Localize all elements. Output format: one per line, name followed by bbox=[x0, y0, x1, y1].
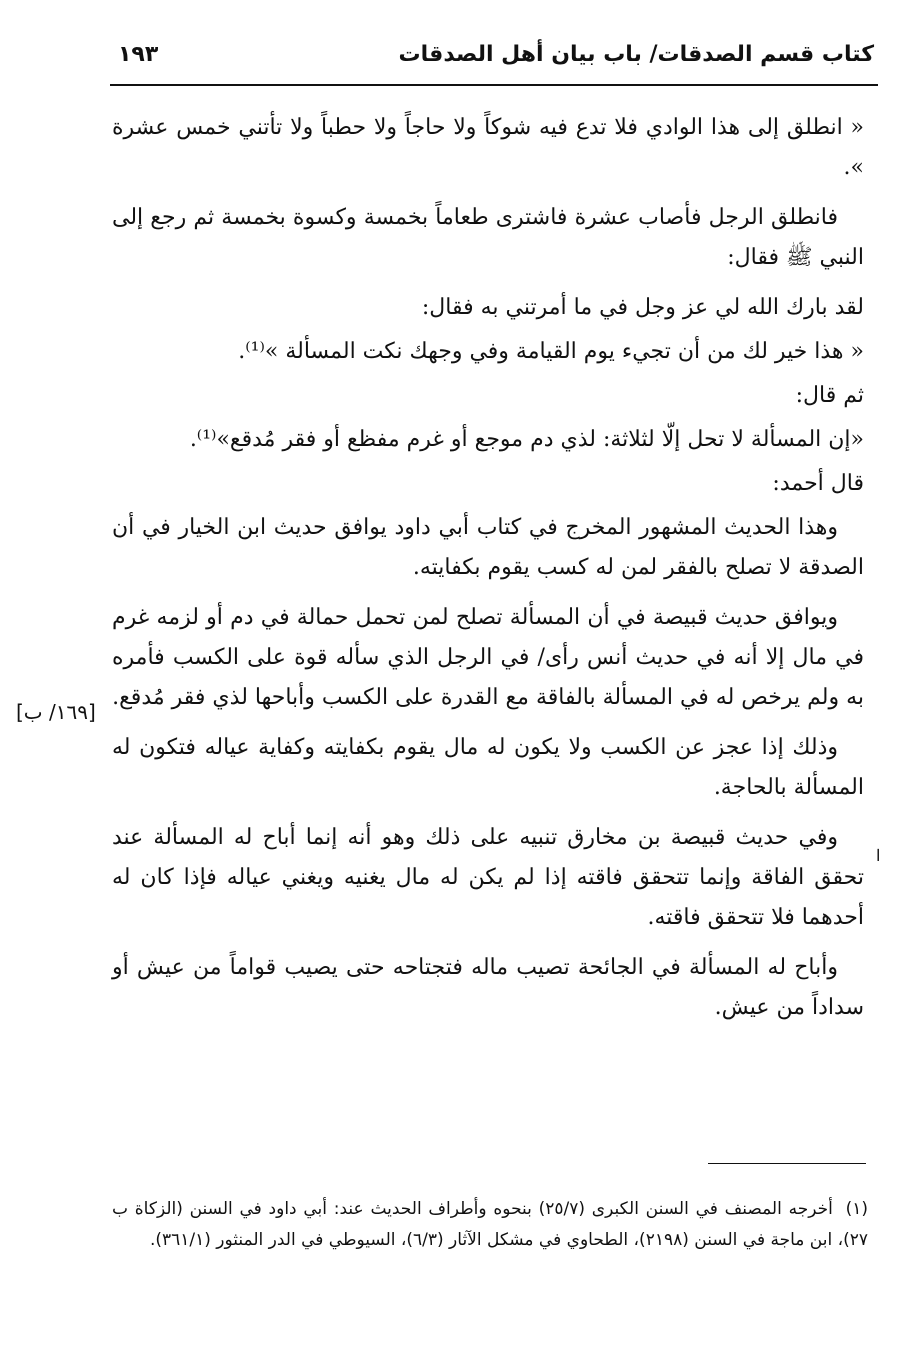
paragraph: لقد بارك الله لي عز وجل في ما أمرتني به فقال: bbox=[421, 295, 864, 320]
running-title: كتاب قسم الصدقات/ باب بيان أهل الصدقات bbox=[398, 42, 874, 67]
paragraph: « هذا خير لك من أن تجيء يوم القيامة وفي وجهك نكت المسألة »⁽¹⁾. bbox=[238, 339, 864, 364]
footnote-divider bbox=[708, 1163, 866, 1164]
paragraph: قال أحمد: bbox=[772, 471, 864, 496]
manuscript-folio-marker: [١٦٩/ ب] bbox=[16, 700, 96, 724]
paragraph: وفي حديث قبيصة بن مخارق تنبيه على ذلك وهو أنه إنما أباح له المسألة عند تحقق الفاقة وإنما تتحقق فاقته إذا لم يكن له مال يغنيه ويغني عياله فإذا كان له أحدهما فلا تتحقق فاقته. bbox=[112, 825, 864, 930]
main-text bbox=[112, 108, 864, 1038]
paragraph: ثم قال: bbox=[795, 383, 864, 408]
paragraph: وذلك إذا عجز عن الكسب ولا يكون له مال يقوم بكفايته وكفاية عياله فتكون له المسألة بالحاجة. bbox=[112, 735, 864, 800]
paragraph: ويوافق حديث قبيصة في أن المسألة تصلح لمن تحمل حمالة في دم أو لزمه غرم في مال إلا أنه في حديث أنس رأى/ في الرجل الذي سأله قوة على الكسب فأمره به ولم يرخص له في المسألة بالفاقة مع القدرة على الكسب وأباحها لذي فقر مُدقع. bbox=[112, 605, 864, 710]
paragraph: وأباح له المسألة في الجائحة تصيب ماله فتجتاحه حتى يصيب قواماً من عيش أو سداداً من عيش. bbox=[112, 955, 864, 1020]
paragraph: فانطلق الرجل فأصاب عشرة فاشترى طعاماً بخمسة وكسوة بخمسة ثم رجع إلى النبي ﷺ فقال: bbox=[112, 205, 864, 270]
margin-tick: ا bbox=[876, 846, 881, 865]
footnote-number: (١) bbox=[845, 1199, 869, 1219]
page-header bbox=[110, 36, 878, 86]
footnote-text: أخرجه المصنف في السنن الكبرى (٢٥/٧) بنحوه وأطراف الحديث عند: أبي داود في السنن (الزكاة ب ٢٧)، ابن ماجة في السنن (٢١٩٨)، الطحاوي في مشكل الآثار (٦/٣)، السيوطي في الدر المنثور (٣٦١/١). bbox=[112, 1199, 868, 1250]
paragraph: « انطلق إلى هذا الوادي فلا تدع فيه شوكاً ولا حاجاً ولا حطباً ولا تأتني خمس عشرة ». bbox=[112, 115, 864, 180]
page-number: ١٩٣ bbox=[118, 42, 159, 67]
paragraph: وهذا الحديث المشهور المخرج في كتاب أبي داود يوافق حديث ابن الخيار في أن الصدقة لا تصلح بالفقر لمن له كسب يقوم بكفايته. bbox=[112, 515, 864, 580]
paragraph: «إن المسألة لا تحل إلّا لثلاثة: لذي دم موجع أو غرم مفظع أو فقر مُدقع»⁽¹⁾. bbox=[189, 427, 864, 452]
footnote bbox=[112, 1194, 868, 1256]
